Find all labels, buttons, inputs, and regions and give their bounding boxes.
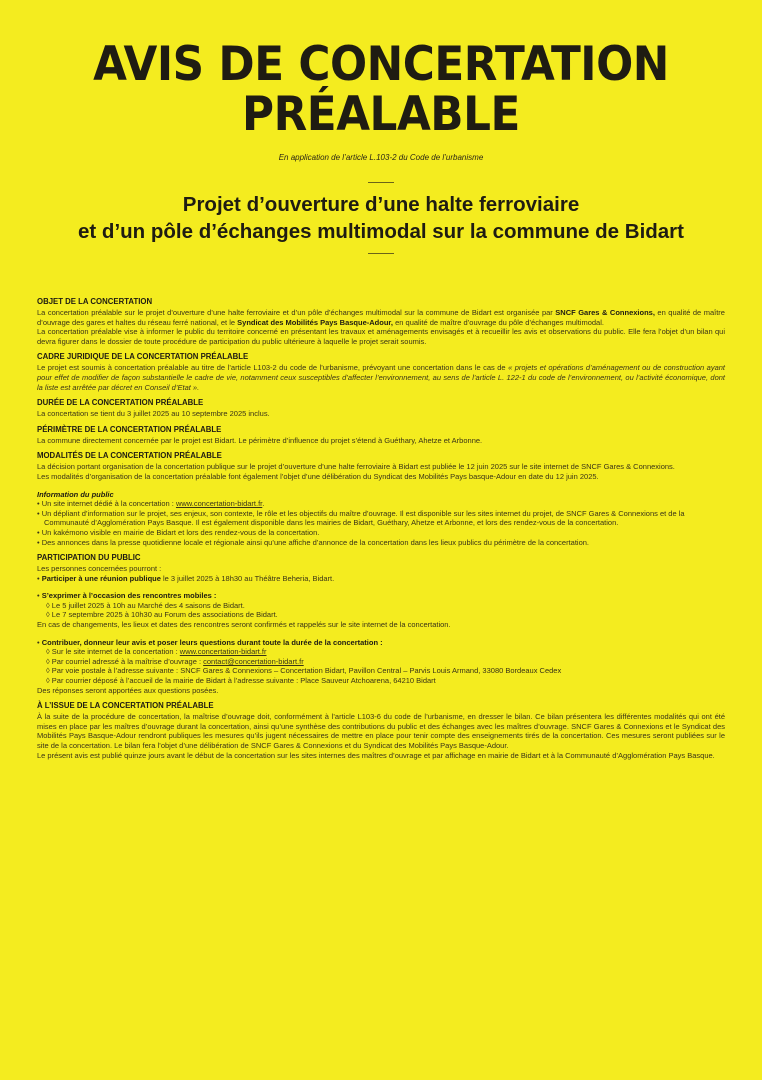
- list-item: • Un dépliant d’information sur le projet, ses enjeux, son contexte, le rôle et les objectifs du maître d’ouvrage. Il est disponible sur les sites internet du projet, de SNCF Gares & Connexions et de la Communauté d’Agglomération Pays Basque. Il est également disponible dans les mairies de Bidart, Guéthary, Ahetze et Arbonne, et lors des rendez-vous de la concertation.: [37, 509, 725, 528]
- list-item: [37, 657, 725, 667]
- email-link[interactable]: contact@concertation-bidart.fr: [203, 656, 304, 666]
- section-issue: [37, 701, 725, 760]
- section-heading: CADRE JURIDIQUE DE LA CONCERTATION PRÉALABLE: [37, 352, 249, 362]
- text: Contribuer, donneur leur avis et poser leurs questions durant toute la durée de la concertation :: [41, 637, 383, 647]
- text: S’exprimer à l’occasion des rencontres mobiles :: [41, 591, 217, 601]
- section-heading: OBJET DE LA CONCERTATION: [37, 297, 153, 306]
- section-duree: [37, 398, 725, 419]
- paragraph: Les modalités d’organisation de la concertation préalable font également l’objet d’une délibération du Syndicat des Mobilités Pays basque-Adour en date du 12 juin 2025.: [37, 471, 599, 481]
- contribuer-list: [37, 638, 725, 648]
- organizer-syndicat: Syndicat des Mobilités Pays Basque-Adour,: [237, 317, 394, 327]
- text: Participer à une réunion publique: [41, 573, 161, 583]
- paragraph: La décision portant organisation de la concertation publique sur le projet d’ouverture d’une halte ferroviaire à Bidart est publiée le 12 juin 2025 sur le site internet de SNCF Gares & Connexions.: [37, 462, 675, 472]
- list-item: • Des annonces dans la presse quotidienne locale et régionale ainsi qu’une affiche d’annonce de la concertation dans les lieux publics du périmètre de la concertation.: [37, 538, 725, 548]
- list-item: [37, 499, 725, 509]
- text: en qualité de maître d’ouvrage du pôle d’échanges multimodal.: [393, 317, 604, 327]
- notice-title: [27, 37, 736, 142]
- participation-list: [37, 574, 725, 584]
- spacer: [37, 630, 725, 638]
- text: Par courriel adressé à la maîtrise d’ouvrage :: [51, 656, 204, 666]
- paragraph: La commune directement concernée par le projet est Bidart. Le périmètre d’influence du projet s’étend à Guéthary, Ahetze et Arbonne.: [37, 435, 483, 445]
- information-list: [37, 499, 725, 547]
- title-line-2: PRÉALABLE: [242, 87, 520, 142]
- project-title-line-2: et d’un pôle d’échanges multimodal sur la commune de Bidart: [78, 220, 684, 243]
- separator-bottom: [368, 253, 394, 254]
- website-link[interactable]: www.concertation-bidart.fr: [179, 647, 267, 657]
- section-heading: PÉRIMÈTRE DE LA CONCERTATION PRÉALABLE: [37, 424, 222, 434]
- spacer: [37, 583, 725, 591]
- paragraph: [37, 308, 725, 327]
- list-item: ◊ Le 7 septembre 2025 à 10h30 au Forum des associations de Bidart.: [37, 610, 725, 620]
- text: La concertation préalable sur le projet d’ouverture d’une halte ferroviaire et d’un pôle d’échanges multimodal sur la commune de Bidart est organisée par: [37, 308, 556, 317]
- website-link[interactable]: www.concertation-bidart.fr: [175, 499, 263, 509]
- legal-basis-subtitle: En application de l’article L.103-2 du Code de l’urbanisme: [278, 153, 484, 162]
- section-perimetre: [37, 425, 725, 446]
- paragraph: La concertation préalable vise à informer le public du territoire concerné en présentant les travaux et aménagements envisagés et à recueillir les avis et observations du public. Elle fera l’objet d’un bilan qui devra figurer dans le dossier de toute procédure de participation du public ultérieure à laquelle le projet serait soumis.: [37, 327, 725, 346]
- list-item: ◊ Par voie postale à l’adresse suivante : SNCF Gares & Connexions – Concertation Bidart, Pavillon Central – Parvis Louis Armand, 33080 Bordeaux Cedex: [37, 666, 725, 676]
- mobiles-sublist: [37, 601, 725, 620]
- list-item: • Un kakémono visible en mairie de Bidart et lors des rendez-vous de la concertation.: [37, 528, 725, 538]
- section-cadre-juridique: [37, 352, 725, 392]
- list-item: ◊ Par courrier déposé à l’accueil de la mairie de Bidart à l’adresse suivante : Place Sauveur Atchoarena, 64210 Bidart: [37, 676, 725, 686]
- paragraph: [37, 363, 725, 392]
- project-title-line-1: Projet d’ouverture d’une halte ferroviaire: [182, 193, 580, 216]
- project-title: [0, 191, 762, 245]
- section-heading: PARTICIPATION DU PUBLIC: [37, 553, 141, 563]
- paragraph: À la suite de la procédure de concertation, la maîtrise d’ouvrage doit, conformément à l’article L103-6 du code de l’urbanisme, en dresser le bilan. Ce bilan présentera les différentes modalités qui ont été mises en place par les maîtres d’ouvrage durant la concertation, ainsi qu’une synthèse des contributions du public et des échanges avec les maîtres d’ouvrage. SNCF Gares & Connexions et le Syndicat des Mobilités Pays Basque-Adour rendront publiques les mesures qu’ils jugent nécessaires de mettre en place pour tenir compte des enseignements tirés de la concertation. Ces mesures seront publiées sur le site de la concertation. Le bilan fera l’objet d’une délibération de SNCF Gares & Connexions et du Syndicat des Mobilités Pays Basque-Adour.: [37, 712, 725, 750]
- paragraph: Des réponses seront apportées aux questions posées.: [37, 685, 219, 695]
- list-item: [37, 574, 725, 584]
- list-item: [37, 591, 725, 601]
- section-heading: À L’ISSUE DE LA CONCERTATION PRÉALABLE: [37, 701, 214, 711]
- list-item: [37, 638, 725, 648]
- section-heading: MODALITÉS DE LA CONCERTATION PRÉALABLE: [37, 451, 222, 461]
- separator-top: [368, 182, 394, 183]
- text: Le projet est soumis à concertation préalable au titre de l’article L103-2 du code de l’urbanisme, prévoyant une concertation dans le cas de: [37, 363, 509, 373]
- section-modalites: [37, 451, 725, 547]
- text: Sur le site internet de la concertation :: [51, 647, 180, 657]
- mobiles-list: [37, 591, 725, 601]
- section-objet: [37, 297, 725, 346]
- paragraph: Le présent avis est publié quinze jours avant le début de la concertation sur les sites internes des maîtres d’ouvrage et par affichage en mairie de Bidart et à la Communauté d’Agglomération Pays Basque.: [37, 750, 715, 760]
- section-participation: [37, 553, 725, 695]
- list-item: ◊ Le 5 juillet 2025 à 10h au Marché des 4 saisons de Bidart.: [37, 601, 725, 611]
- subheading-information-public: Information du public: [37, 489, 114, 499]
- text: .: [262, 499, 265, 509]
- text: Un site internet dédié à la concertation :: [41, 499, 176, 509]
- text: en qualité de maître d’ouvrage des gares et haltes du réseau ferré national, et le: [37, 308, 725, 327]
- contribuer-sublist: [37, 647, 725, 685]
- title-line-1: AVIS DE CONCERTATION: [93, 37, 669, 92]
- paragraph: La concertation se tient du 3 juillet 2025 au 10 septembre 2025 inclus.: [37, 409, 270, 419]
- paragraph: En cas de changements, les lieux et dates des rencontres seront confirmés et rappelés sur le site internet de la concertation.: [37, 620, 451, 630]
- organizer-sncf: SNCF Gares & Connexions,: [555, 308, 655, 317]
- paragraph: Les personnes concernées pourront :: [37, 564, 162, 574]
- section-heading: DURÉE DE LA CONCERTATION PRÉALABLE: [37, 398, 204, 408]
- text: le 3 juillet 2025 à 18h30 au Théâtre Beheria, Bidart.: [160, 573, 335, 583]
- list-item: [37, 647, 725, 657]
- legal-quote: « projets et opérations d’aménagement ou de construction ayant pour effet de modifier de façon substantielle le cadre de vie, notamment ceux susceptibles d’affecter l’environnement, au sens de l’article L. 122-1 du code de l’environnement, ou l’activité économique, dont la liste est arrêtée par décret en Conseil d’Etat ».: [37, 363, 725, 392]
- notice-body: [37, 297, 725, 766]
